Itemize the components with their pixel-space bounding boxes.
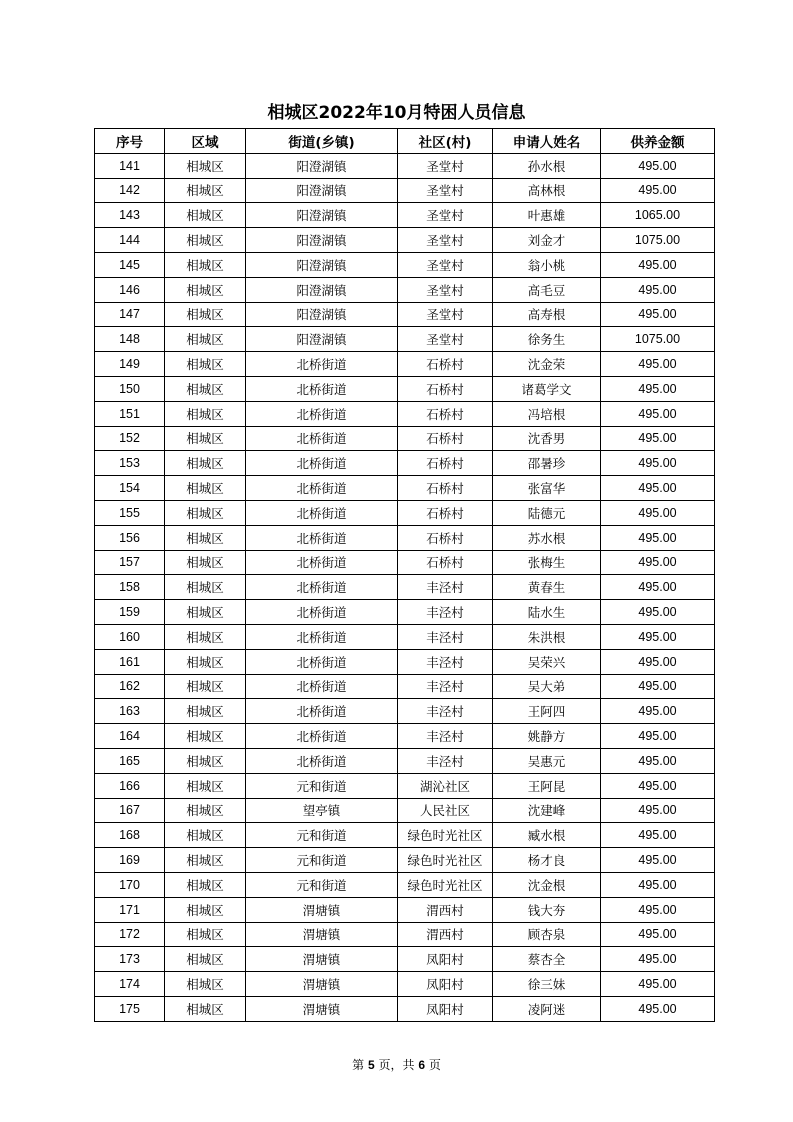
table-row bbox=[95, 674, 715, 699]
cell-street: 北桥街道 bbox=[246, 500, 398, 525]
cell-community: 丰泾村 bbox=[398, 624, 493, 649]
table-row bbox=[95, 525, 715, 550]
cell-index: 165 bbox=[95, 748, 165, 773]
cell-district: 相城区 bbox=[165, 302, 246, 327]
footer-middle: 页，共 bbox=[378, 1058, 415, 1072]
cell-applicant: 陆水生 bbox=[493, 600, 601, 625]
table-row bbox=[95, 649, 715, 674]
table-row bbox=[95, 624, 715, 649]
cell-district: 相城区 bbox=[165, 401, 246, 426]
cell-amount: 495.00 bbox=[601, 352, 715, 377]
cell-index: 152 bbox=[95, 426, 165, 451]
cell-index: 167 bbox=[95, 798, 165, 823]
table-row bbox=[95, 426, 715, 451]
cell-district: 相城区 bbox=[165, 476, 246, 501]
cell-street: 元和街道 bbox=[246, 773, 398, 798]
cell-amount: 495.00 bbox=[601, 600, 715, 625]
cell-community: 石桥村 bbox=[398, 500, 493, 525]
cell-street: 北桥街道 bbox=[246, 575, 398, 600]
cell-amount: 495.00 bbox=[601, 773, 715, 798]
cell-community: 凤阳村 bbox=[398, 947, 493, 972]
cell-amount: 495.00 bbox=[601, 922, 715, 947]
cell-amount: 495.00 bbox=[601, 624, 715, 649]
cell-community: 石桥村 bbox=[398, 476, 493, 501]
cell-applicant: 张梅生 bbox=[493, 550, 601, 575]
cell-community: 渭西村 bbox=[398, 897, 493, 922]
page-title: 相城区2022年10月特困人员信息 bbox=[267, 103, 526, 123]
cell-community: 圣堂村 bbox=[398, 153, 493, 178]
cell-applicant: 孙水根 bbox=[493, 153, 601, 178]
cell-street: 渭塘镇 bbox=[246, 897, 398, 922]
cell-street: 阳澄湖镇 bbox=[246, 153, 398, 178]
table-row bbox=[95, 748, 715, 773]
cell-applicant: 沈金荣 bbox=[493, 352, 601, 377]
cell-district: 相城区 bbox=[165, 376, 246, 401]
cell-community: 圣堂村 bbox=[398, 228, 493, 253]
cell-district: 相城区 bbox=[165, 153, 246, 178]
cell-community: 丰泾村 bbox=[398, 575, 493, 600]
table-row bbox=[95, 897, 715, 922]
cell-amount: 495.00 bbox=[601, 550, 715, 575]
footer-prefix: 第 bbox=[352, 1058, 365, 1072]
cell-community: 石桥村 bbox=[398, 376, 493, 401]
cell-amount: 495.00 bbox=[601, 972, 715, 997]
cell-applicant: 朱洪根 bbox=[493, 624, 601, 649]
cell-index: 149 bbox=[95, 352, 165, 377]
cell-district: 相城区 bbox=[165, 823, 246, 848]
cell-index: 144 bbox=[95, 228, 165, 253]
cell-district: 相城区 bbox=[165, 277, 246, 302]
table-row bbox=[95, 972, 715, 997]
cell-amount: 495.00 bbox=[601, 724, 715, 749]
cell-index: 147 bbox=[95, 302, 165, 327]
table-row bbox=[95, 575, 715, 600]
table-row bbox=[95, 823, 715, 848]
cell-amount: 495.00 bbox=[601, 649, 715, 674]
cell-street: 渭塘镇 bbox=[246, 947, 398, 972]
cell-index: 156 bbox=[95, 525, 165, 550]
cell-index: 175 bbox=[95, 996, 165, 1021]
cell-applicant: 诸葛学文 bbox=[493, 376, 601, 401]
table-header-row bbox=[95, 129, 715, 154]
cell-community: 石桥村 bbox=[398, 352, 493, 377]
cell-district: 相城区 bbox=[165, 550, 246, 575]
cell-street: 阳澄湖镇 bbox=[246, 178, 398, 203]
page-footer bbox=[0, 1056, 793, 1074]
cell-district: 相城区 bbox=[165, 773, 246, 798]
cell-index: 171 bbox=[95, 897, 165, 922]
cell-applicant: 苏水根 bbox=[493, 525, 601, 550]
cell-index: 162 bbox=[95, 674, 165, 699]
cell-applicant: 王阿昆 bbox=[493, 773, 601, 798]
footer-total-pages: 6 bbox=[418, 1058, 426, 1072]
table-row bbox=[95, 724, 715, 749]
cell-community: 凤阳村 bbox=[398, 996, 493, 1021]
cell-applicant: 高寿根 bbox=[493, 302, 601, 327]
cell-amount: 495.00 bbox=[601, 451, 715, 476]
cell-street: 北桥街道 bbox=[246, 649, 398, 674]
cell-index: 148 bbox=[95, 327, 165, 352]
cell-street: 北桥街道 bbox=[246, 476, 398, 501]
cell-amount: 495.00 bbox=[601, 476, 715, 501]
cell-applicant: 徐三妹 bbox=[493, 972, 601, 997]
cell-amount: 495.00 bbox=[601, 823, 715, 848]
cell-community: 石桥村 bbox=[398, 426, 493, 451]
cell-applicant: 顾杏泉 bbox=[493, 922, 601, 947]
cell-amount: 1075.00 bbox=[601, 327, 715, 352]
cell-index: 164 bbox=[95, 724, 165, 749]
table-row bbox=[95, 252, 715, 277]
cell-amount: 495.00 bbox=[601, 525, 715, 550]
table-row bbox=[95, 996, 715, 1021]
table-row bbox=[95, 947, 715, 972]
cell-district: 相城区 bbox=[165, 897, 246, 922]
cell-street: 阳澄湖镇 bbox=[246, 327, 398, 352]
cell-district: 相城区 bbox=[165, 426, 246, 451]
footer-suffix: 页 bbox=[428, 1058, 441, 1072]
cell-community: 圣堂村 bbox=[398, 302, 493, 327]
cell-applicant: 高毛豆 bbox=[493, 277, 601, 302]
cell-street: 北桥街道 bbox=[246, 352, 398, 377]
cell-street: 北桥街道 bbox=[246, 748, 398, 773]
table-row bbox=[95, 872, 715, 897]
cell-index: 169 bbox=[95, 848, 165, 873]
table-row bbox=[95, 277, 715, 302]
cell-amount: 495.00 bbox=[601, 401, 715, 426]
table-row bbox=[95, 798, 715, 823]
cell-street: 望亭镇 bbox=[246, 798, 398, 823]
cell-district: 相城区 bbox=[165, 649, 246, 674]
cell-applicant: 臧水根 bbox=[493, 823, 601, 848]
cell-district: 相城区 bbox=[165, 872, 246, 897]
cell-district: 相城区 bbox=[165, 996, 246, 1021]
cell-street: 阳澄湖镇 bbox=[246, 228, 398, 253]
cell-index: 172 bbox=[95, 922, 165, 947]
cell-street: 元和街道 bbox=[246, 848, 398, 873]
cell-applicant: 吴荣兴 bbox=[493, 649, 601, 674]
table-row bbox=[95, 228, 715, 253]
cell-district: 相城区 bbox=[165, 947, 246, 972]
table-row bbox=[95, 500, 715, 525]
cell-index: 170 bbox=[95, 872, 165, 897]
cell-applicant: 王阿四 bbox=[493, 699, 601, 724]
cell-street: 元和街道 bbox=[246, 823, 398, 848]
table-row bbox=[95, 550, 715, 575]
cell-district: 相城区 bbox=[165, 575, 246, 600]
footer-current-page: 5 bbox=[367, 1058, 375, 1072]
cell-index: 173 bbox=[95, 947, 165, 972]
table-row bbox=[95, 451, 715, 476]
cell-index: 159 bbox=[95, 600, 165, 625]
cell-amount: 495.00 bbox=[601, 996, 715, 1021]
cell-community: 绿色时光社区 bbox=[398, 872, 493, 897]
cell-applicant: 邵暑珍 bbox=[493, 451, 601, 476]
cell-index: 150 bbox=[95, 376, 165, 401]
cell-amount: 495.00 bbox=[601, 426, 715, 451]
cell-street: 北桥街道 bbox=[246, 401, 398, 426]
cell-street: 北桥街道 bbox=[246, 724, 398, 749]
cell-street: 北桥街道 bbox=[246, 376, 398, 401]
cell-district: 相城区 bbox=[165, 228, 246, 253]
cell-street: 阳澄湖镇 bbox=[246, 277, 398, 302]
cell-index: 161 bbox=[95, 649, 165, 674]
cell-community: 丰泾村 bbox=[398, 724, 493, 749]
column-header-district: 区域 bbox=[165, 129, 246, 154]
cell-amount: 495.00 bbox=[601, 302, 715, 327]
cell-applicant: 陆德元 bbox=[493, 500, 601, 525]
cell-amount: 495.00 bbox=[601, 748, 715, 773]
cell-community: 石桥村 bbox=[398, 451, 493, 476]
cell-applicant: 刘金才 bbox=[493, 228, 601, 253]
cell-community: 湖沁社区 bbox=[398, 773, 493, 798]
cell-applicant: 吴惠元 bbox=[493, 748, 601, 773]
table-row bbox=[95, 699, 715, 724]
cell-index: 145 bbox=[95, 252, 165, 277]
cell-district: 相城区 bbox=[165, 674, 246, 699]
cell-amount: 495.00 bbox=[601, 376, 715, 401]
cell-district: 相城区 bbox=[165, 848, 246, 873]
cell-amount: 495.00 bbox=[601, 153, 715, 178]
cell-amount: 495.00 bbox=[601, 674, 715, 699]
cell-community: 丰泾村 bbox=[398, 699, 493, 724]
cell-street: 北桥街道 bbox=[246, 525, 398, 550]
cell-index: 142 bbox=[95, 178, 165, 203]
cell-district: 相城区 bbox=[165, 748, 246, 773]
cell-street: 阳澄湖镇 bbox=[246, 302, 398, 327]
cell-district: 相城区 bbox=[165, 451, 246, 476]
cell-community: 凤阳村 bbox=[398, 972, 493, 997]
table-row bbox=[95, 203, 715, 228]
cell-applicant: 叶惠雄 bbox=[493, 203, 601, 228]
cell-applicant: 冯培根 bbox=[493, 401, 601, 426]
table-row bbox=[95, 302, 715, 327]
table-row bbox=[95, 848, 715, 873]
cell-index: 160 bbox=[95, 624, 165, 649]
cell-community: 圣堂村 bbox=[398, 203, 493, 228]
cell-amount: 495.00 bbox=[601, 947, 715, 972]
cell-community: 丰泾村 bbox=[398, 649, 493, 674]
cell-amount: 495.00 bbox=[601, 699, 715, 724]
table-row bbox=[95, 401, 715, 426]
cell-amount: 495.00 bbox=[601, 872, 715, 897]
cell-community: 绿色时光社区 bbox=[398, 848, 493, 873]
cell-amount: 495.00 bbox=[601, 500, 715, 525]
cell-district: 相城区 bbox=[165, 600, 246, 625]
cell-amount: 495.00 bbox=[601, 575, 715, 600]
cell-district: 相城区 bbox=[165, 500, 246, 525]
cell-community: 石桥村 bbox=[398, 525, 493, 550]
cell-community: 渭西村 bbox=[398, 922, 493, 947]
cell-applicant: 姚静方 bbox=[493, 724, 601, 749]
table-row bbox=[95, 922, 715, 947]
cell-district: 相城区 bbox=[165, 972, 246, 997]
cell-amount: 1075.00 bbox=[601, 228, 715, 253]
cell-amount: 495.00 bbox=[601, 178, 715, 203]
cell-amount: 495.00 bbox=[601, 277, 715, 302]
cell-street: 阳澄湖镇 bbox=[246, 203, 398, 228]
cell-street: 渭塘镇 bbox=[246, 996, 398, 1021]
cell-index: 141 bbox=[95, 153, 165, 178]
table-row bbox=[95, 476, 715, 501]
table-row bbox=[95, 153, 715, 178]
cell-district: 相城区 bbox=[165, 724, 246, 749]
cell-amount: 495.00 bbox=[601, 848, 715, 873]
column-header-street: 街道(乡镇) bbox=[246, 129, 398, 154]
table-row bbox=[95, 178, 715, 203]
cell-amount: 495.00 bbox=[601, 252, 715, 277]
cell-applicant: 钱大夯 bbox=[493, 897, 601, 922]
cell-street: 北桥街道 bbox=[246, 624, 398, 649]
cell-district: 相城区 bbox=[165, 798, 246, 823]
cell-index: 153 bbox=[95, 451, 165, 476]
cell-community: 石桥村 bbox=[398, 550, 493, 575]
cell-street: 渭塘镇 bbox=[246, 972, 398, 997]
table-row bbox=[95, 352, 715, 377]
cell-community: 丰泾村 bbox=[398, 674, 493, 699]
table-row bbox=[95, 600, 715, 625]
cell-applicant: 翁小桃 bbox=[493, 252, 601, 277]
cell-applicant: 凌阿迷 bbox=[493, 996, 601, 1021]
cell-community: 人民社区 bbox=[398, 798, 493, 823]
cell-district: 相城区 bbox=[165, 203, 246, 228]
cell-applicant: 沈建峰 bbox=[493, 798, 601, 823]
cell-community: 绿色时光社区 bbox=[398, 823, 493, 848]
cell-index: 168 bbox=[95, 823, 165, 848]
cell-applicant: 沈金根 bbox=[493, 872, 601, 897]
cell-street: 北桥街道 bbox=[246, 674, 398, 699]
cell-district: 相城区 bbox=[165, 624, 246, 649]
cell-district: 相城区 bbox=[165, 922, 246, 947]
cell-amount: 495.00 bbox=[601, 798, 715, 823]
cell-index: 174 bbox=[95, 972, 165, 997]
cell-index: 151 bbox=[95, 401, 165, 426]
cell-street: 北桥街道 bbox=[246, 550, 398, 575]
cell-index: 155 bbox=[95, 500, 165, 525]
cell-street: 北桥街道 bbox=[246, 426, 398, 451]
column-header-amount: 供养金额 bbox=[601, 129, 715, 154]
cell-applicant: 高林根 bbox=[493, 178, 601, 203]
cell-community: 圣堂村 bbox=[398, 178, 493, 203]
cell-district: 相城区 bbox=[165, 252, 246, 277]
cell-index: 154 bbox=[95, 476, 165, 501]
cell-district: 相城区 bbox=[165, 352, 246, 377]
cell-community: 石桥村 bbox=[398, 401, 493, 426]
cell-district: 相城区 bbox=[165, 327, 246, 352]
column-header-index: 序号 bbox=[95, 129, 165, 154]
cell-street: 渭塘镇 bbox=[246, 922, 398, 947]
cell-amount: 1065.00 bbox=[601, 203, 715, 228]
cell-index: 157 bbox=[95, 550, 165, 575]
column-header-applicant: 申请人姓名 bbox=[493, 129, 601, 154]
recipient-table bbox=[94, 128, 715, 1022]
cell-index: 146 bbox=[95, 277, 165, 302]
cell-applicant: 张富华 bbox=[493, 476, 601, 501]
cell-street: 北桥街道 bbox=[246, 600, 398, 625]
cell-applicant: 吴大弟 bbox=[493, 674, 601, 699]
table-row bbox=[95, 327, 715, 352]
cell-community: 圣堂村 bbox=[398, 252, 493, 277]
cell-street: 元和街道 bbox=[246, 872, 398, 897]
cell-community: 圣堂村 bbox=[398, 277, 493, 302]
table-row bbox=[95, 773, 715, 798]
cell-amount: 495.00 bbox=[601, 897, 715, 922]
cell-index: 158 bbox=[95, 575, 165, 600]
cell-district: 相城区 bbox=[165, 525, 246, 550]
cell-index: 143 bbox=[95, 203, 165, 228]
cell-district: 相城区 bbox=[165, 178, 246, 203]
column-header-community: 社区(村) bbox=[398, 129, 493, 154]
cell-street: 阳澄湖镇 bbox=[246, 252, 398, 277]
cell-applicant: 徐务生 bbox=[493, 327, 601, 352]
cell-applicant: 杨才良 bbox=[493, 848, 601, 873]
cell-index: 163 bbox=[95, 699, 165, 724]
cell-applicant: 黄春生 bbox=[493, 575, 601, 600]
cell-community: 丰泾村 bbox=[398, 748, 493, 773]
cell-applicant: 蔡杏全 bbox=[493, 947, 601, 972]
table-row bbox=[95, 376, 715, 401]
cell-street: 北桥街道 bbox=[246, 699, 398, 724]
cell-district: 相城区 bbox=[165, 699, 246, 724]
cell-applicant: 沈香男 bbox=[493, 426, 601, 451]
cell-index: 166 bbox=[95, 773, 165, 798]
cell-community: 圣堂村 bbox=[398, 327, 493, 352]
cell-community: 丰泾村 bbox=[398, 600, 493, 625]
cell-street: 北桥街道 bbox=[246, 451, 398, 476]
